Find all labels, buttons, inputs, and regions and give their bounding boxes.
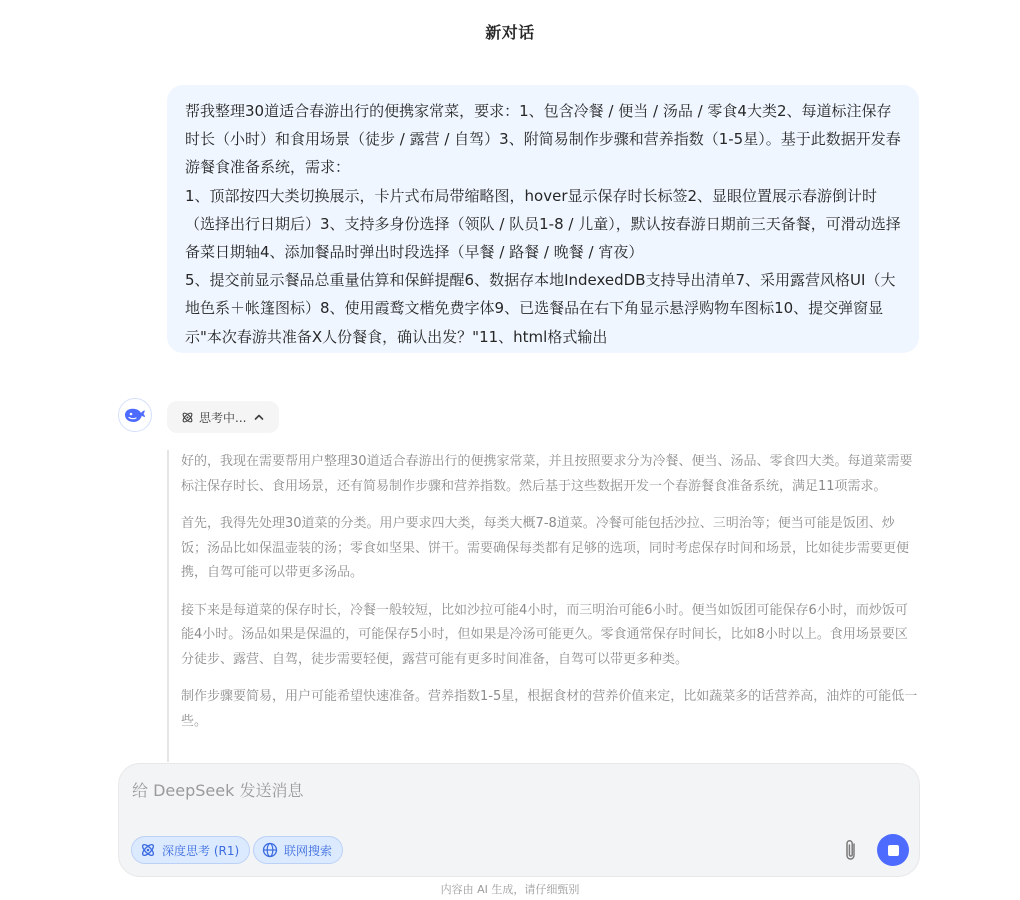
thinking-toggle-button[interactable]: [167, 401, 279, 433]
paperclip-icon: [841, 838, 861, 862]
message-input[interactable]: [132, 776, 892, 804]
chevron-up-icon: [253, 411, 265, 423]
deep-think-label: 深度思考 (R1): [162, 843, 240, 858]
assistant-avatar: [118, 398, 152, 432]
thinking-paragraph: 首先，我得先处理30道菜的分类。用户要求四大类，每类大概7-8道菜。冷餐可能包括沙拉、三明治等；便当可能是饭团、炒饭；汤品比如保温壶装的汤；零食如坚果、饼干。需要确保每类都有足够的选项，同时考虑保存时间和场景，比如徒步需要更便携，自驾可能可以带更多汤品。: [181, 516, 910, 580]
thinking-content: [167, 450, 920, 762]
whale-logo-icon: [123, 406, 147, 424]
stop-generation-button[interactable]: [877, 834, 909, 866]
atom-icon: [140, 842, 156, 858]
user-message-bubble: [167, 85, 919, 353]
disclaimer-note: 内容由 AI 生成，请仔细甄别: [440, 883, 580, 896]
user-message-line: 1、顶部按四大类切换展示，卡片式布局带缩略图，hover显示保存时长标签2、显眼位置展示春游倒计时（选择出行日期后）3、支持多身份选择（领队 / 队员1-8 / 儿童），默认按春游日期前三天备餐，可滑动选择备菜日期轴4、添加餐品时弹出时段选择（早餐 / 路餐 / 晚餐 / 宵夜）: [185, 186, 901, 262]
atom-icon: [181, 411, 194, 424]
user-message-line: 帮我整理30道适合春游出行的便携家常菜，要求：1、包含冷餐 / 便当 / 汤品 / 零食4大类2、每道标注保存时长（小时）和食用场景（徒步 / 露营 / 自驾）3、附简易制作步骤和营养指数（1-5星）。基于此数据开发春游餐食准备系统，需求：: [185, 102, 901, 177]
thinking-paragraph: 好的，我现在需要帮用户整理30道适合春游出行的便携家常菜，并且按照要求分为冷餐、便当、汤品、零食四大类。每道菜需要标注保存时长、食用场景，还有简易制作步骤和营养指数。然后基于这些数据开发一个春游餐食准备系统，满足11项需求。: [181, 454, 913, 494]
thinking-paragraph: 接下来是每道菜的保存时长，冷餐一般较短，比如沙拉可能4小时，而三明治可能6小时。便当如饭团可能保存6小时，而炒饭可能4小时。汤品如果是保温的，可能保存5小时，但如果是冷汤可能更久。零食通常保存时间长，比如8小时以上。食用场景要区分徒步、露营、自驾，徒步需要轻便，露营可能有更多时间准备，自驾可以带更多种类。: [181, 602, 908, 667]
stop-icon: [888, 845, 899, 856]
user-message-line: 5、提交前显示餐品总重量估算和保鲜提醒6、数据存本地IndexedDB支持导出清单7、采用露营风格UI（大地色系＋帐篷图标）8、使用霞鹜文楷免费字体9、已选餐品在右下角显示悬浮购物车图标10、提交弹窗显示"本次春游共准备X人份餐食，确认出发？"11、html格式输出: [185, 271, 896, 346]
deep-think-toggle[interactable]: [131, 836, 250, 864]
attach-file-button[interactable]: [839, 837, 863, 863]
globe-icon: [262, 842, 278, 858]
web-search-toggle[interactable]: [253, 836, 343, 864]
thinking-label: 思考中...: [199, 410, 247, 425]
message-composer: [118, 763, 920, 877]
web-search-label: 联网搜索: [284, 843, 333, 858]
thinking-paragraph: 制作步骤要简易，用户可能希望快速准备。营养指数1-5星，根据食材的营养价值来定，比如蔬菜多的话营养高，油炸的可能低一些。: [181, 689, 918, 729]
page-title: 新对话: [485, 23, 535, 42]
